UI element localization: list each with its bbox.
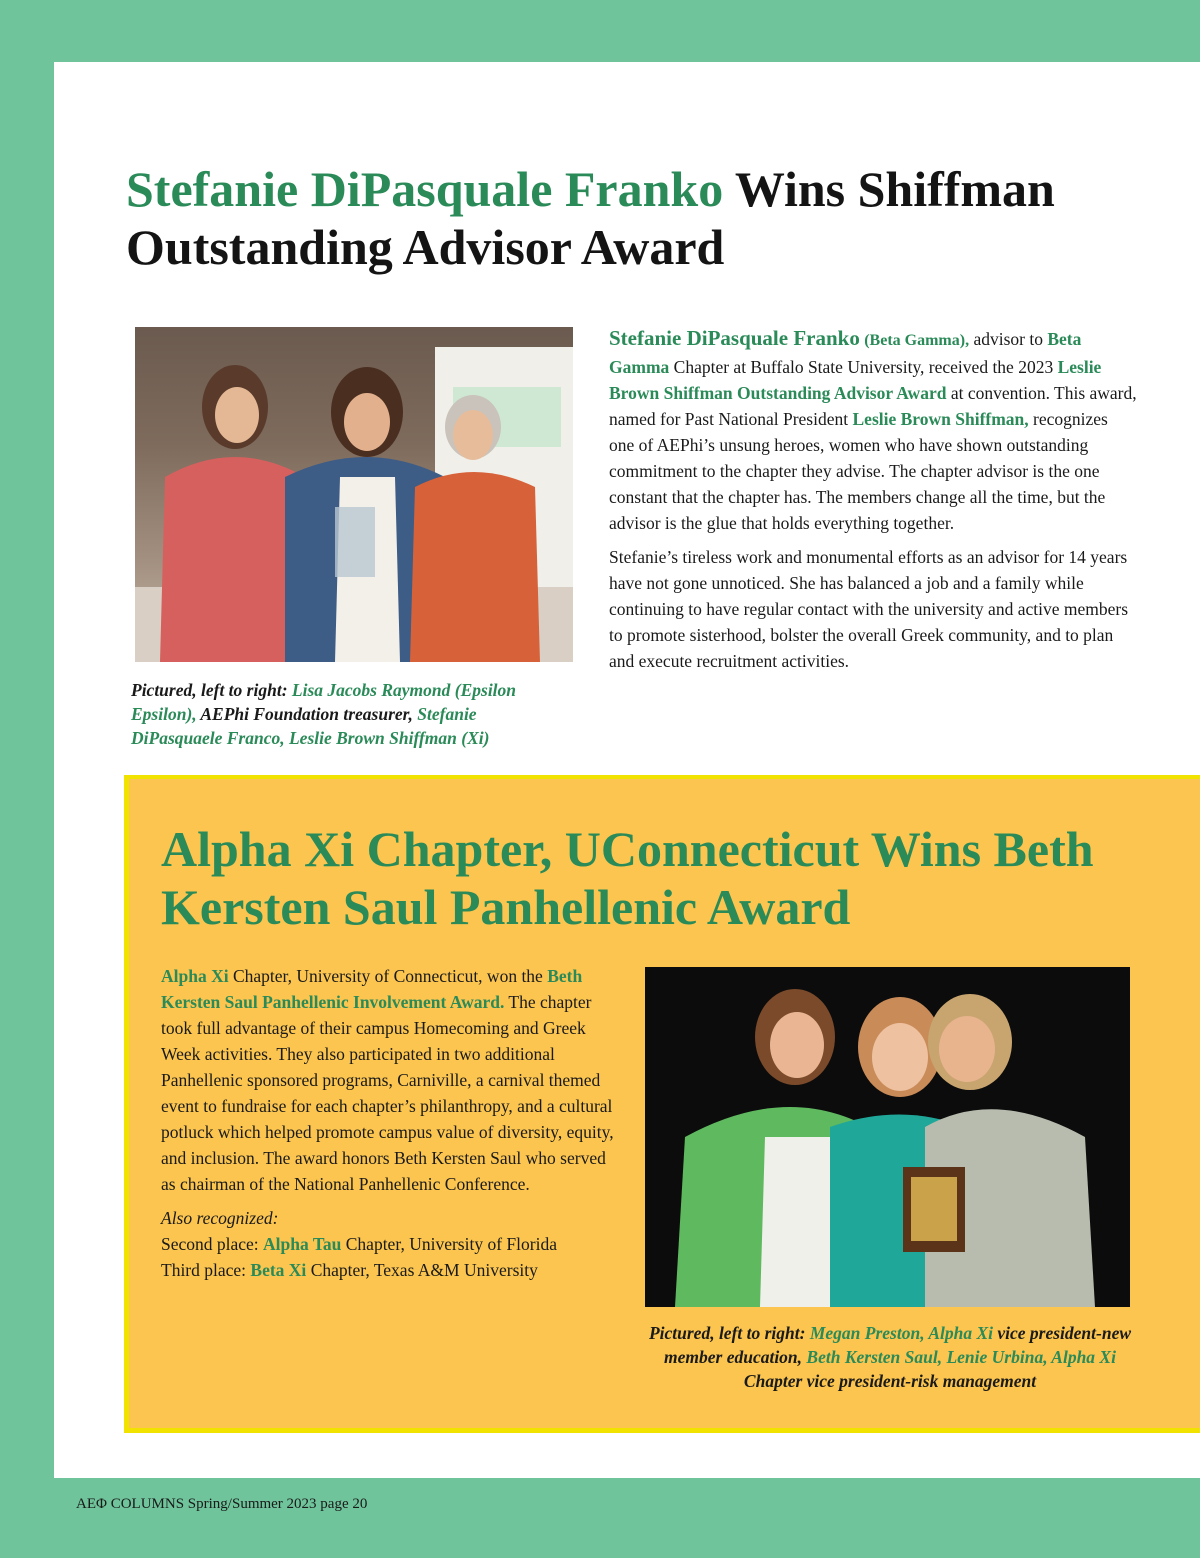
caption-names-2: Stefanie DiPasquaele Franco, Leslie Brown Shiffman (Xi) <box>131 704 490 748</box>
also-recognized-label: Also recognized: <box>161 1208 279 1228</box>
caption-names-2: Beth Kersten Saul, Lenie Urbina, Alpha Xi <box>806 1347 1116 1367</box>
text-run: recognizes one of AEPhi’s unsung heroes, women who have shown outstanding commitment to the chapter they advise. The chapter advisor is the one constant that the chapter has. The members change all the time, but the advisor is the glue that holds everything together. <box>609 409 1108 533</box>
honoree-chapter: (Beta Gamma), <box>864 332 970 349</box>
award-photo-chapter <box>645 967 1130 1307</box>
article-2-body <box>161 963 621 1283</box>
chapter-name: Beta Xi <box>250 1260 307 1280</box>
text-run: Chapter, Texas A&M University <box>306 1260 538 1280</box>
photo-caption-1 <box>131 678 571 750</box>
chapter-name: Beta Gamma <box>609 329 1082 377</box>
text-run: The chapter took full advantage of their campus Homecoming and Greek Week activities. They also participated in two additional Panhellenic sponsored programs, Carniville, a carnival themed event to fundraise for each chapter’s philanthropy, and a cultural potluck which helped promote campus value of diversity, equity, and inclusion. The award honors Beth Kersten Saul who served as chairman of the National Panhellenic Conference. <box>161 992 614 1194</box>
photo-caption-2 <box>644 1321 1136 1393</box>
text-run: Chapter, University of Connecticut, won the <box>228 966 548 986</box>
article-1-title <box>126 160 1166 276</box>
text-run: Chapter at Buffalo State University, received the 2023 <box>669 357 1058 377</box>
text-run: advisor to <box>969 329 1048 349</box>
award-name: Beth Kersten Saul Panhellenic Involvement Award. <box>161 966 583 1012</box>
place-label: Third place: <box>161 1260 251 1280</box>
second-place <box>161 1231 621 1257</box>
caption-lead: Pictured, left to right: <box>648 1323 810 1343</box>
photo-illustration <box>645 967 1130 1307</box>
text-run: Chapter, University of Florida <box>341 1234 557 1254</box>
article-1-paragraph-1 <box>609 325 1137 536</box>
text-run: at convention. This award, named for Past National President <box>609 383 1137 429</box>
caption-lead: Pictured, left to right: <box>131 680 292 700</box>
article-2-title: Alpha Xi Chapter, UConnecticut Wins Beth Kersten Saul Panhellenic Award <box>161 821 1094 935</box>
caption-names-1: Lisa Jacobs Raymond (Epsilon Epsilon), <box>131 680 517 724</box>
chapter-name: Alpha Xi <box>161 966 229 986</box>
article-2-paragraph-1 <box>161 963 621 1197</box>
honoree-name: Stefanie DiPasquale Franko <box>609 326 860 350</box>
chapter-name: Alpha Tau <box>263 1234 342 1254</box>
article-1-paragraph-2: Stefanie’s tireless work and monumental efforts as an advisor for 14 years have not gone unnoticed. She has balanced a job and a family while continuing to have regular contact with the university and active members to promote sisterhood, bolster the overall Greek community, and to plan and execute recruitment activities. <box>609 547 1129 671</box>
caption-names-1: Megan Preston, Alpha Xi <box>809 1323 993 1343</box>
award-name: Leslie Brown Shiffman Outstanding Advisor Award <box>609 357 1102 403</box>
title-highlight: Stefanie DiPasquale Franko <box>126 161 724 217</box>
caption-text-1: vice president-new member education, <box>664 1323 1132 1367</box>
page-footer: AEΦ COLUMNS Spring/Summer 2023 page 20 <box>76 1496 368 1512</box>
caption-text-2: Chapter vice president-risk management <box>743 1371 1037 1391</box>
title-rest: Wins Shiffman Outstanding Advisor Award <box>126 161 1055 275</box>
person-name: Leslie Brown Shiffman, <box>852 409 1029 429</box>
award-photo-advisors <box>135 327 573 662</box>
photo-illustration <box>135 327 573 662</box>
third-place <box>161 1257 621 1283</box>
article-1-body <box>609 325 1137 682</box>
place-label: Second place: <box>161 1234 264 1254</box>
caption-text-1: AEPhi Foundation treasurer, <box>196 704 418 724</box>
